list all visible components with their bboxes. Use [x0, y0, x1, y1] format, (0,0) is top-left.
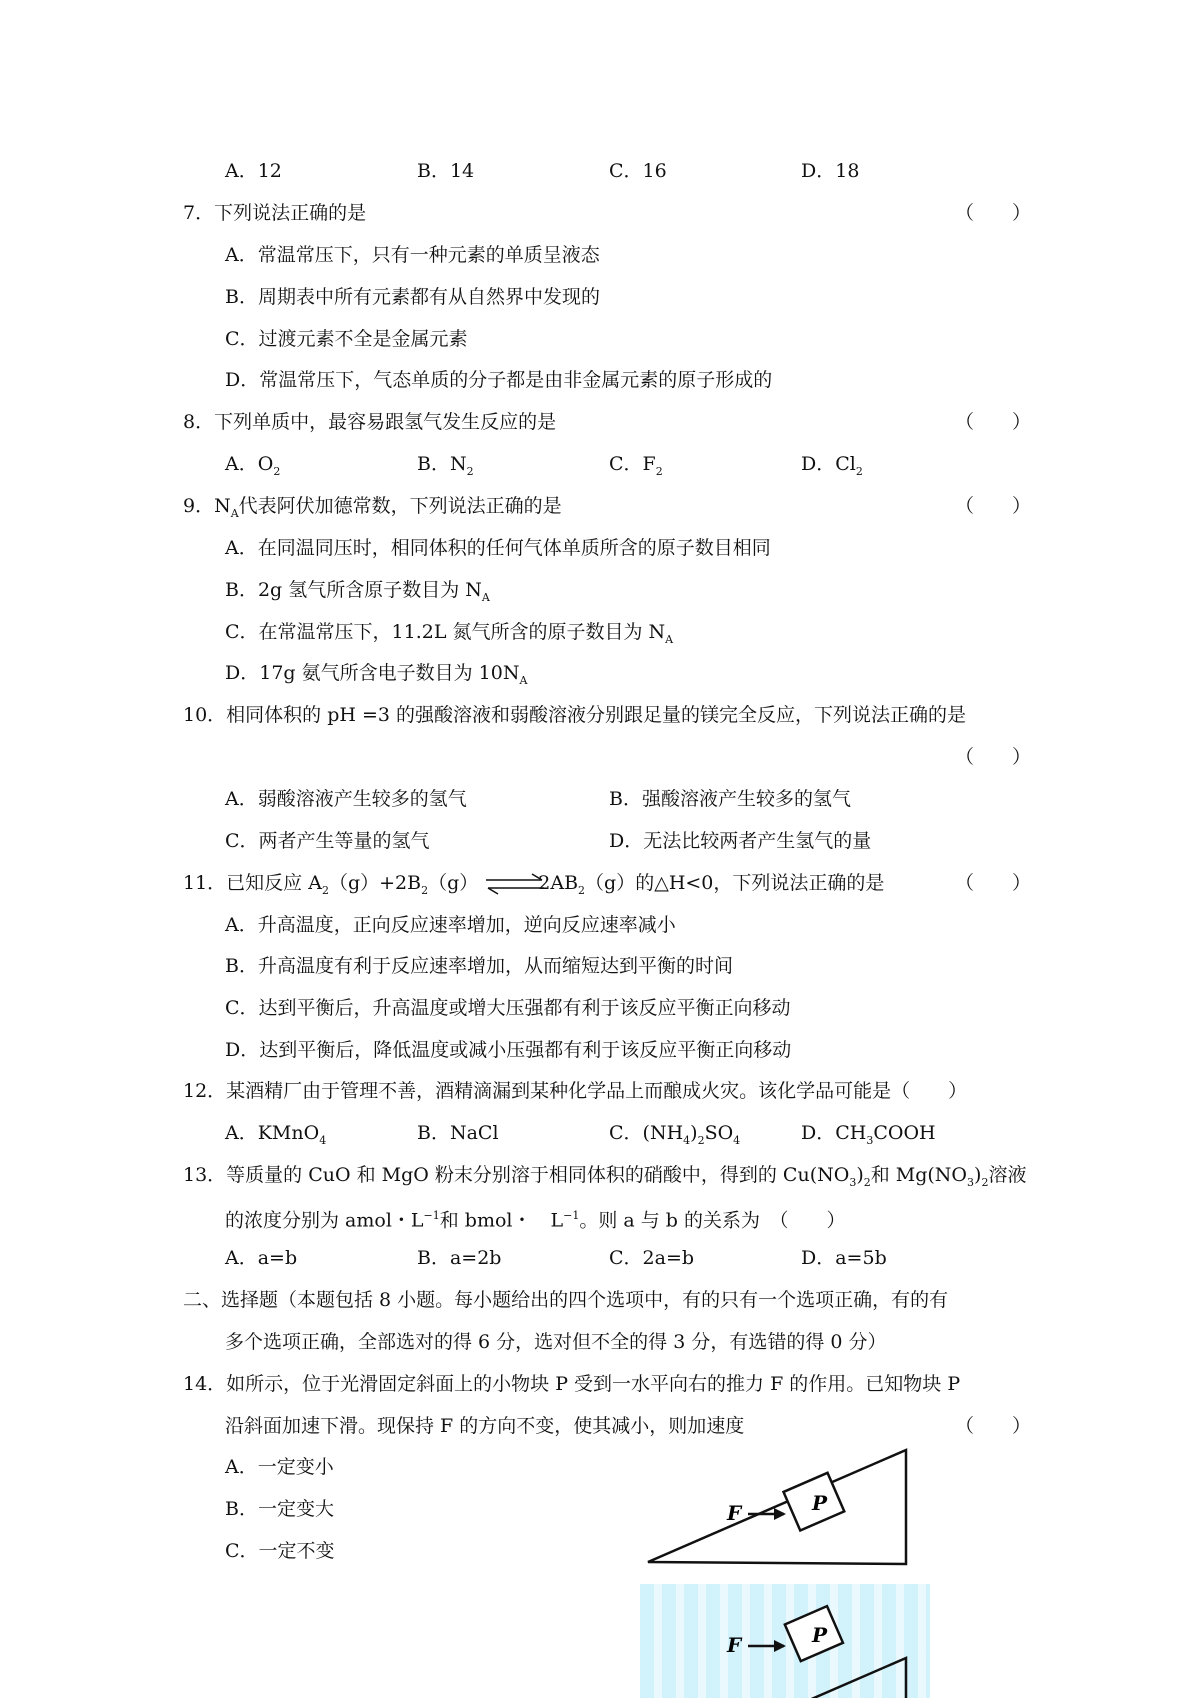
- q14-option-a: A．一定变小: [225, 1456, 334, 1478]
- q9-option-a: A．在同温同压时，相同体积的任何气体单质所含的原子数目相同: [225, 537, 771, 559]
- q10-option-b: B．强酸溶液产生较多的氢气: [609, 788, 851, 810]
- q8-option-a: A．$O_2$: [225, 453, 281, 478]
- section2-heading-line2: 多个选项正确，全部选对的得 6 分，选对但不全的得 3 分，有选错的得 0 分）: [225, 1331, 887, 1353]
- q13-option-b: B．a=2b: [417, 1247, 502, 1269]
- q12-option-a: A．KMnO$_4$: [225, 1122, 327, 1147]
- q13-stem-line1: 13．等质量的 CuO 和 MgO 粉末分别溶于相同体积的硝酸中，得到的 $Cu(NO_3)_2$和 $Mg(NO_3)_2$溶液: [183, 1164, 1027, 1189]
- q10-stem: 10．相同体积的 pH =3 的强酸溶液和弱酸溶液分别跟足量的镁完全反应，下列说法正确的是: [183, 704, 967, 726]
- q14-option-b: B．一定变大: [225, 1498, 334, 1520]
- q6-option-c: C．16: [609, 160, 667, 182]
- q11-option-a: A．升高温度，正向反应速率增加，逆向反应速率减小: [225, 914, 676, 936]
- q12-option-d: D．$CH_3COOH$: [801, 1122, 936, 1147]
- q14-answer-paren: （ ）: [955, 1415, 1032, 1437]
- q13-option-a: A．a=b: [225, 1247, 298, 1269]
- force-f-label-2: F: [727, 1633, 742, 1657]
- q11-answer-paren: （ ）: [955, 872, 1032, 894]
- q9-answer-paren: （ ）: [955, 495, 1032, 517]
- force-f-label: F: [727, 1501, 742, 1525]
- q7-stem: 7．下列说法正确的是: [183, 202, 367, 224]
- q10-option-a: A．弱酸溶液产生较多的氢气: [225, 788, 467, 810]
- q11-option-d: D．达到平衡后，降低温度或减小压强都有利于该反应平衡正向移动: [225, 1039, 792, 1061]
- q13-stem-line2: 的浓度分别为 amol・$L^{-1}$和 bmol・ $L^{-1}$。则 a 与 b 的关系为 （ ）: [225, 1209, 846, 1232]
- q13-option-d: D．a=5b: [801, 1247, 887, 1269]
- section2-heading-line1: 二、选择题（本题包括 8 小题。每小题给出的四个选项中，有的只有一个选项正确，有的有: [183, 1289, 949, 1311]
- q7-answer-paren: （ ）: [955, 202, 1032, 224]
- q14-stem-line2: 沿斜面加速下滑。现保持 F 的方向不变，使其减小，则加速度: [225, 1415, 745, 1437]
- q8-option-c: C．$F_2$: [609, 453, 663, 478]
- q10-option-c: C．两者产生等量的氢气: [225, 830, 430, 852]
- q11-option-c: C．达到平衡后，升高温度或增大压强都有利于该反应平衡正向移动: [225, 997, 791, 1019]
- incline-triangle: [648, 1450, 906, 1564]
- equilibrium-arrow-icon: [484, 873, 546, 895]
- force-arrowhead-icon: [774, 1508, 786, 1520]
- q7-option-d: D．常温常压下，气态单质的分子都是由非金属元素的原子形成的: [225, 369, 773, 391]
- q7-option-a: A．常温常压下，只有一种元素的单质呈液态: [225, 244, 600, 266]
- incline-figure-1: [640, 1440, 920, 1575]
- q6-option-b: B．14: [417, 160, 475, 182]
- q9-option-b: B．2g 氢气所含原子数目为 $N_A$: [225, 579, 490, 604]
- incline-triangle-2: [648, 1658, 906, 1698]
- q12-option-b: B．NaCl: [417, 1122, 499, 1144]
- block-p-label: P: [812, 1491, 828, 1515]
- q12-option-c: C．$(NH_4)_2SO_4$: [609, 1122, 741, 1147]
- q11-stem: 11．已知反应 $A_2(g)+2B_2(g)$ $2AB_2(g)$的△H<0，下列说法正确的是: [183, 872, 885, 897]
- q10-option-d: D．无法比较两者产生氢气的量: [609, 830, 872, 852]
- q9-option-c: C．在常温常压下，11.2L 氮气所含的原子数目为 $N_A$: [225, 621, 674, 646]
- q11-option-b: B．升高温度有利于反应速率增加，从而缩短达到平衡的时间: [225, 955, 733, 977]
- block-p-label-2: P: [812, 1623, 828, 1647]
- q13-option-c: C．2a=b: [609, 1247, 695, 1269]
- q7-option-b: B．周期表中所有元素都有从自然界中发现的: [225, 286, 600, 308]
- q14-stem-line1: 14．如所示，位于光滑固定斜面上的小物块 P 受到一水平向右的推力 F 的作用。已知物块 P: [183, 1373, 961, 1395]
- q9-stem: 9．$N_A$代表阿伏加德常数，下列说法正确的是: [183, 495, 562, 520]
- q9-option-d: D．17g 氨气所含电子数目为 $10N_A$: [225, 662, 528, 687]
- incline-figure-2: [640, 1580, 930, 1698]
- q8-answer-paren: （ ）: [955, 411, 1032, 433]
- q6-option-d: D．18: [801, 160, 860, 182]
- q6-option-a: A．12: [225, 160, 282, 182]
- q14-option-c: C．一定不变: [225, 1540, 335, 1562]
- q10-answer-paren: （ ）: [955, 746, 1032, 768]
- q8-stem: 8．下列单质中，最容易跟氢气发生反应的是: [183, 411, 557, 433]
- force-arrowhead-2-icon: [774, 1640, 786, 1652]
- q8-option-d: D．$Cl_2$: [801, 453, 863, 478]
- q8-option-b: B．$N_2$: [417, 453, 474, 478]
- q12-stem: 12．某酒精厂由于管理不善，酒精滴漏到某种化学品上而酿成火灾。该化学品可能是（ ）: [183, 1080, 968, 1102]
- q7-option-c: C．过渡元素不全是金属元素: [225, 328, 468, 350]
